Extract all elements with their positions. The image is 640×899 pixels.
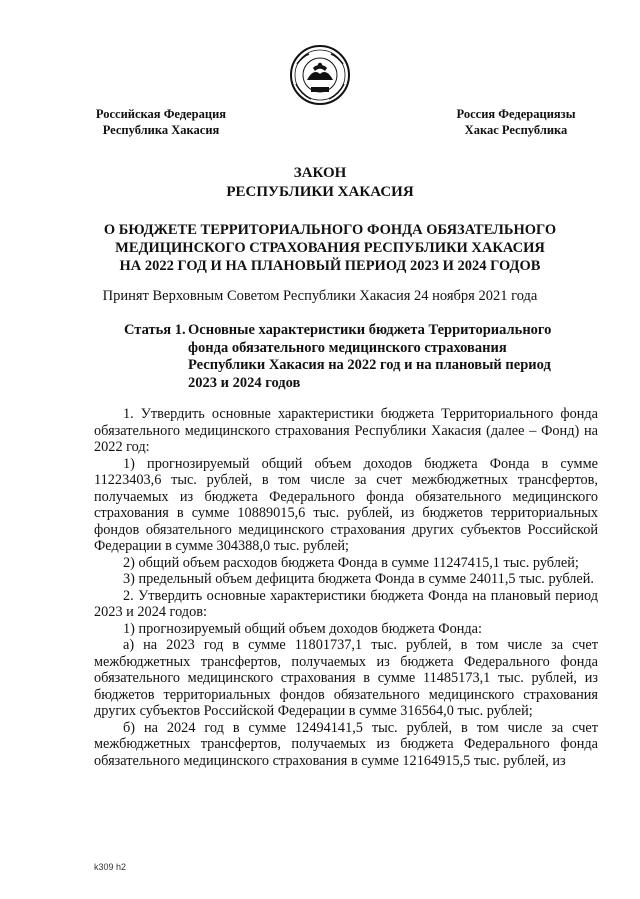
- article-title-line-2: фонда обязательного медицинского страхования: [188, 339, 507, 356]
- paragraph: 3) предельный объем дефицита бюджета Фонда в сумме 24011,5 тыс. рублей.: [123, 571, 595, 587]
- subject-line-3: НА 2022 ГОД И НА ПЛАНОВЫЙ ПЕРИОД 2023 И 2024 ГОДОВ: [119, 258, 541, 274]
- paragraph: а) на 2023 год в сумме 11801737,1 тыс. рублей, в том числе за счет межбюджетных трансфертов, получаемых из бюджета Федерального фонда обязательного медицинского страхования в сумме 11485173,1 тыс. рублей, из бюджетов территориальных фондов обязательного медицинского страхования других субъектов Российской Федерации в сумме 316564,0 тыс. рублей;: [94, 637, 598, 719]
- subject-line-2: МЕДИЦИНСКОГО СТРАХОВАНИЯ РЕСПУБЛИКИ ХАКАСИЯ: [115, 240, 545, 256]
- header-right-republic: Хакас Республика: [464, 123, 568, 137]
- header-left: [86, 106, 236, 138]
- article-title-line-3: Республики Хакасия на 2022 год и на плановый период: [188, 357, 551, 373]
- article-title-line-1: Основные характеристики бюджета Территориального: [188, 322, 552, 338]
- document-issuer-title: РЕСПУБЛИКИ ХАКАСИЯ: [226, 184, 414, 200]
- document-type-title: ЗАКОН: [293, 165, 347, 181]
- article-title: [188, 322, 588, 392]
- article-number: Статья 1.: [124, 322, 186, 338]
- paragraph: 2) общий объем расходов бюджета Фонда в сумме 11247415,1 тыс. рублей;: [123, 554, 579, 571]
- header-right: [436, 106, 596, 138]
- article-title-line-4: 2023 и 2024 годов: [188, 374, 301, 391]
- subject-line-1: О БЮДЖЕТЕ ТЕРРИТОРИАЛЬНОГО ФОНДА ОБЯЗАТЕЛЬНОГО: [103, 222, 557, 238]
- paragraph: 1. Утвердить основные характеристики бюджета Территориального фонда обязательного медицинского страхования Республики Хакасия (далее – Фонд) на 2022 год:: [94, 406, 598, 455]
- adoption-note: Принят Верховным Советом Республики Хакасия 24 ноября 2021 года: [102, 288, 538, 304]
- header-right-country: Россия Федерациязы: [456, 107, 576, 121]
- paragraph: 1) прогнозируемый общий объем доходов бюджета Фонда в сумме 11223403,6 тыс. рублей, в том числе за счет межбюджетных трансфертов, получаемых из бюджета Федерального фонда обязательного медицинского страхования в сумме 10889015,6 тыс. рублей, из бюджетов территориальных фондов обязательного медицинского страхования других субъектов Российской Федерации в сумме 304388,0 тыс. рублей;: [94, 455, 598, 554]
- paragraph: 2. Утвердить основные характеристики бюджета Фонда на плановый период 2023 и 2024 годов:: [94, 587, 598, 620]
- coat-of-arms-emblem: [289, 44, 351, 106]
- article-body: [94, 406, 598, 769]
- paragraph: б) на 2024 год в сумме 12494141,5 тыс. рублей, в том числе за счет межбюджетных трансфертов, получаемых из бюджета Федерального фонда обязательного медицинского страхования в сумме 12164915,5 тыс. рублей, из: [94, 719, 598, 769]
- header-left-country: Российская Федерация: [95, 107, 227, 121]
- law-subject-heading: [95, 221, 565, 275]
- header-left-republic: Республика Хакасия: [102, 123, 220, 137]
- document-code-footer: k309 h2: [94, 862, 127, 872]
- paragraph: 1) прогнозируемый общий объем доходов бюджета Фонда:: [123, 620, 482, 637]
